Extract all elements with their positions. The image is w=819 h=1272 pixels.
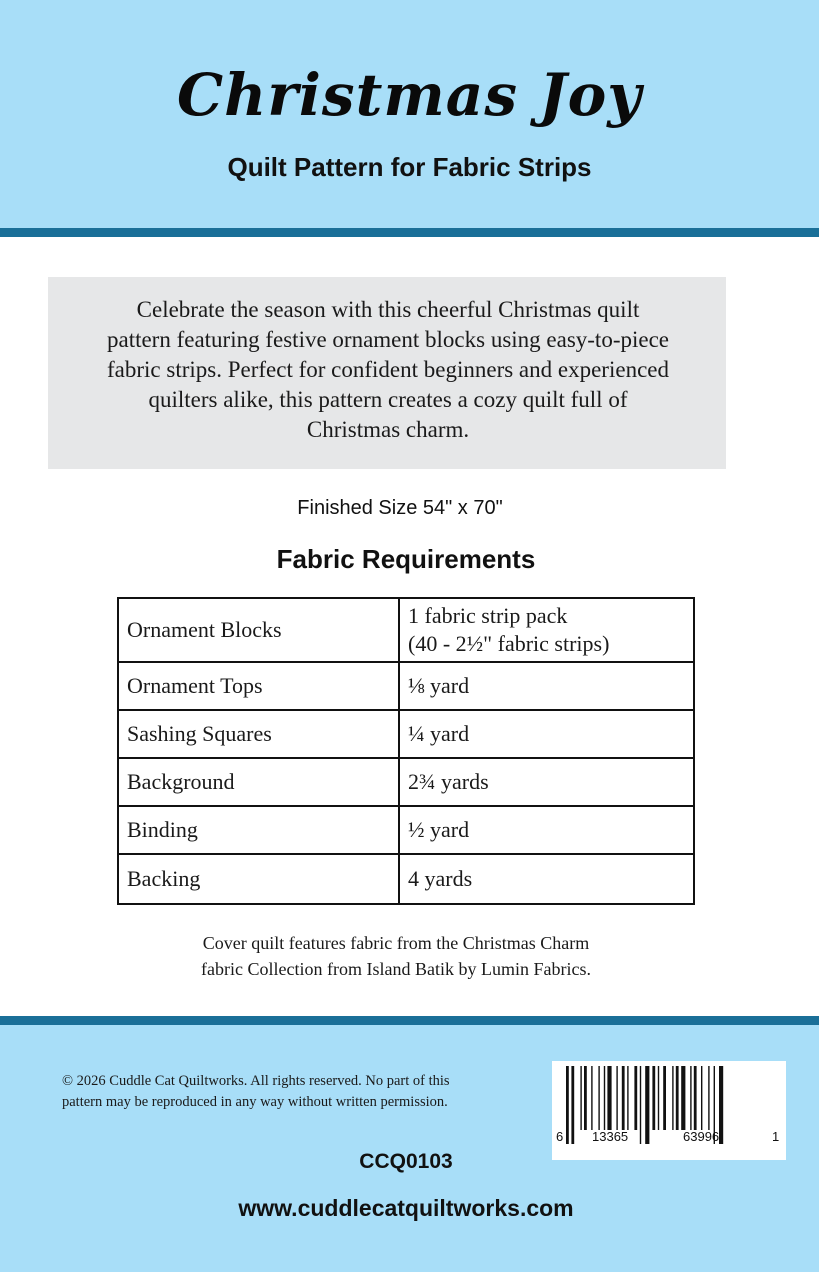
table-row <box>118 598 694 662</box>
top-divider <box>0 228 819 237</box>
barcode-bar <box>681 1066 685 1130</box>
table-row <box>118 662 694 710</box>
requirements-heading: Fabric Requirements <box>276 544 536 574</box>
fabric-item: Sashing Squares <box>118 710 399 758</box>
barcode-bar <box>616 1066 617 1130</box>
copyright-line: pattern may be reproduced in any way without written permission. <box>62 1094 448 1110</box>
barcode-group-1: 13365 <box>592 1129 629 1144</box>
product-code: CCQ0103 <box>359 1150 453 1173</box>
barcode-bar <box>627 1066 628 1130</box>
barcode-bar <box>604 1066 605 1130</box>
barcode-bar <box>690 1066 691 1130</box>
barcode-bar <box>658 1066 659 1130</box>
fabric-amount: ¼ yard <box>399 710 694 758</box>
description-line: fabric strips. Perfect for confident beginners and experienced <box>107 357 669 382</box>
finished-size: Finished Size 54" x 70" <box>297 497 503 519</box>
fabric-item: Ornament Blocks <box>118 598 399 662</box>
fabric-amount: 4 yards <box>399 854 694 904</box>
description-text <box>74 295 702 445</box>
description-line: pattern featuring festive ornament blocks using easy-to-piece <box>106 327 670 352</box>
barcode-bar <box>598 1066 599 1130</box>
credit-line: Cover quilt features fabric from the Christmas Charm <box>202 933 590 953</box>
barcode-digit-left: 6 <box>556 1129 564 1144</box>
copyright-notice <box>62 1071 522 1113</box>
pattern-title: Christmas Joy <box>177 61 642 129</box>
barcode-bar <box>571 1066 574 1144</box>
barcode <box>552 1061 786 1160</box>
amount-line: (40 - 2½" fabric strips) <box>408 631 610 656</box>
fabric-amount: 2¾ yards <box>399 758 694 806</box>
fabric-item: Background <box>118 758 399 806</box>
barcode-digit-right: 1 <box>772 1129 780 1144</box>
barcode-bar <box>663 1066 666 1130</box>
barcode-bar <box>672 1066 673 1130</box>
table-row <box>118 806 694 854</box>
barcode-group-2: 63996 <box>683 1129 720 1144</box>
barcode-bar <box>580 1066 581 1130</box>
barcode-bar <box>634 1066 637 1130</box>
fabric-requirements-table <box>117 597 695 905</box>
bottom-divider <box>0 1016 819 1025</box>
barcode-bars <box>552 1061 786 1160</box>
description-line: quilters alike, this pattern creates a cozy quilt full of <box>148 387 628 412</box>
fabric-amount: ½ yard <box>399 806 694 854</box>
amount-line: 1 fabric strip pack <box>408 603 568 628</box>
fabric-item: Ornament Tops <box>118 662 399 710</box>
barcode-bar <box>607 1066 611 1130</box>
description-line: Christmas charm. <box>306 417 470 442</box>
copyright-line: © 2026 Cuddle Cat Quiltworks. All rights reserved. No part of this <box>62 1073 450 1089</box>
table-row <box>118 854 694 904</box>
barcode-bar <box>719 1066 723 1144</box>
pattern-subtitle: Quilt Pattern for Fabric Strips <box>227 152 592 182</box>
barcode-bar <box>640 1066 641 1144</box>
website-link[interactable]: www.cuddlecatquiltworks.com <box>238 1195 574 1221</box>
barcode-bar <box>584 1066 587 1130</box>
table-row <box>118 758 694 806</box>
barcode-bar <box>645 1066 649 1144</box>
barcode-bar <box>622 1066 625 1130</box>
barcode-bar <box>708 1066 709 1130</box>
fabric-item: Binding <box>118 806 399 854</box>
fabric-item: Backing <box>118 854 399 904</box>
barcode-bar <box>694 1066 697 1130</box>
barcode-bar <box>676 1066 679 1130</box>
barcode-bar <box>566 1066 569 1144</box>
table-row <box>118 710 694 758</box>
barcode-bar <box>591 1066 592 1130</box>
fabric-credit <box>0 930 792 982</box>
barcode-bar <box>652 1066 655 1130</box>
credit-line: fabric Collection from Island Batik by Lumin Fabrics. <box>201 959 591 979</box>
fabric-amount <box>399 598 694 662</box>
fabric-amount: ⅛ yard <box>399 662 694 710</box>
description-line: Celebrate the season with this cheerful Christmas quilt <box>136 297 640 322</box>
barcode-bar <box>701 1066 702 1130</box>
